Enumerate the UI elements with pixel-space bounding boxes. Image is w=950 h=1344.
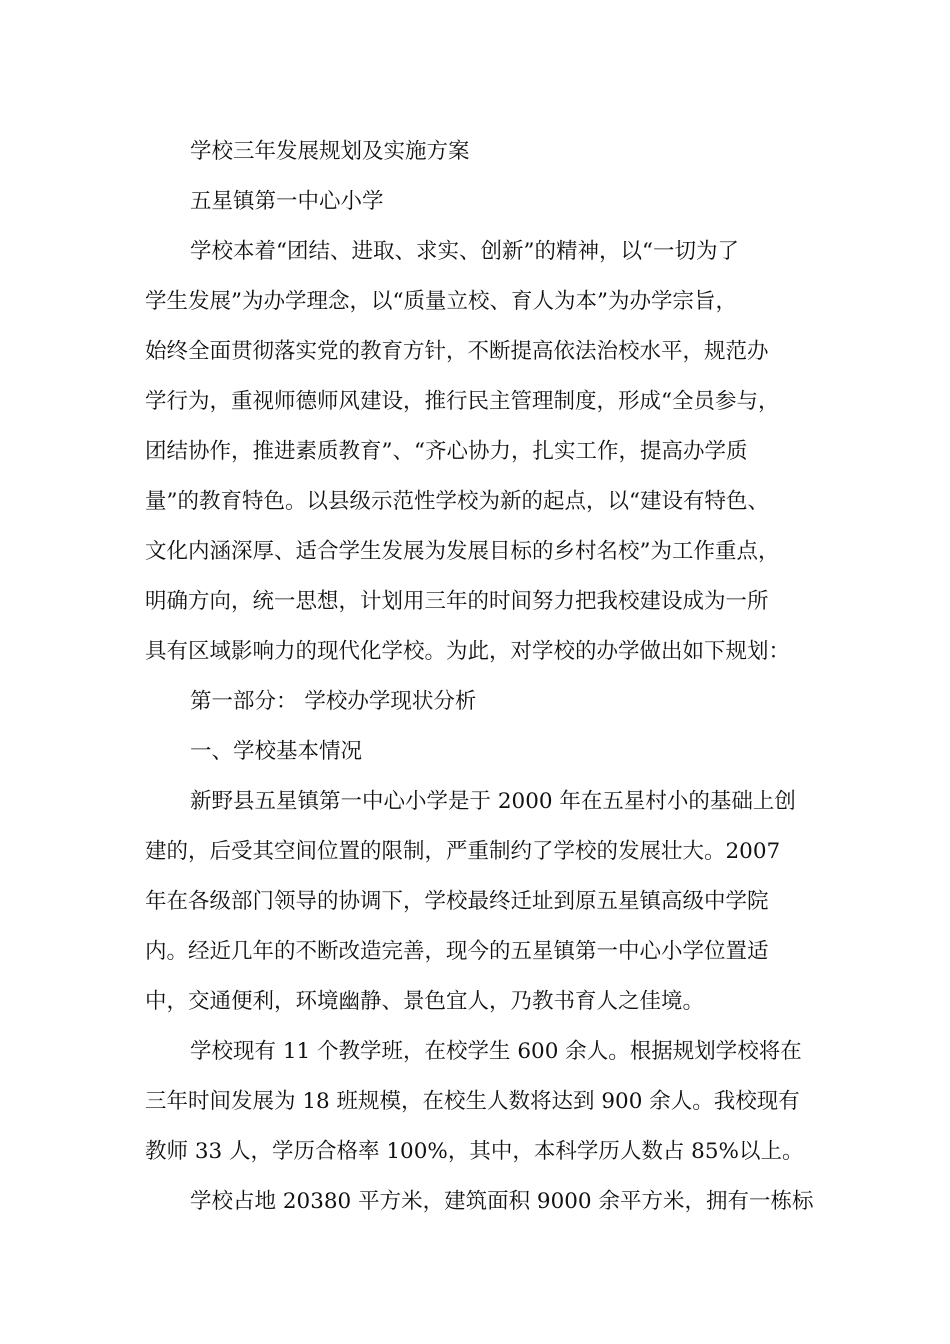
paragraph-line: 年在各级部门领导的协调下，学校最终迁址到原五星镇高级中学院 (145, 889, 769, 914)
paragraph-line: 学校现有 11 个教学班，在校学生 600 余人。根据规划学校将在 (190, 1039, 802, 1064)
paragraph-line: 内。经近几年的不断改造完善，现今的五星镇第一中心小学位置适 (145, 939, 769, 964)
intro-line: 明确方向，统一思想，计划用三年的时间努力把我校建设成为一所 (145, 589, 769, 614)
school-name: 五星镇第一中心小学 (190, 189, 384, 214)
part-heading: 第一部分： 学校办学现状分析 (190, 689, 477, 714)
intro-line: 文化内涵深厚、适合学生发展为发展目标的乡村名校”为工作重点， (145, 539, 780, 564)
intro-line: 始终全面贯彻落实党的教育方针，不断提高依法治校水平，规范办 (145, 339, 769, 364)
document-title: 学校三年发展规划及实施方案 (190, 139, 470, 164)
paragraph-line: 建的，后受其空间位置的限制，严重制约了学校的发展壮大。2007 (145, 839, 781, 864)
intro-line: 团结协作，推进素质教育”、“齐心协力，扎实工作，提高办学质 (145, 439, 748, 464)
paragraph-line: 教师 33 人，学历合格率 100%，其中，本科学历人数占 85%以上。 (145, 1139, 804, 1164)
intro-line: 具有区域影响力的现代化学校。为此，对学校的办学做出如下规划： (145, 639, 791, 664)
paragraph-line: 学校占地 20380 平方米，建筑面积 9000 余平方米，拥有一栋标 (190, 1189, 814, 1214)
intro-line: 量”的教育特色。以县级示范性学校为新的起点，以“建设有特色、 (145, 489, 769, 514)
paragraph-line: 中，交通便利，环境幽静、景色宜人，乃教书育人之佳境。 (145, 989, 705, 1014)
intro-line: 学生发展”为办学理念，以“质量立校、育人为本”为办学宗旨， (145, 289, 737, 314)
paragraph-line: 三年时间发展为 18 班规模，在校生人数将达到 900 余人。我校现有 (145, 1089, 800, 1114)
paragraph-line: 新野县五星镇第一中心小学是于 2000 年在五星村小的基础上创 (190, 789, 796, 814)
intro-line: 学校本着“团结、进取、求实、创新”的精神，以“一切为了 (190, 239, 739, 264)
intro-line: 学行为，重视师德师风建设，推行民主管理制度，形成“全员参与， (145, 389, 780, 414)
section-heading: 一、学校基本情况 (190, 739, 363, 764)
